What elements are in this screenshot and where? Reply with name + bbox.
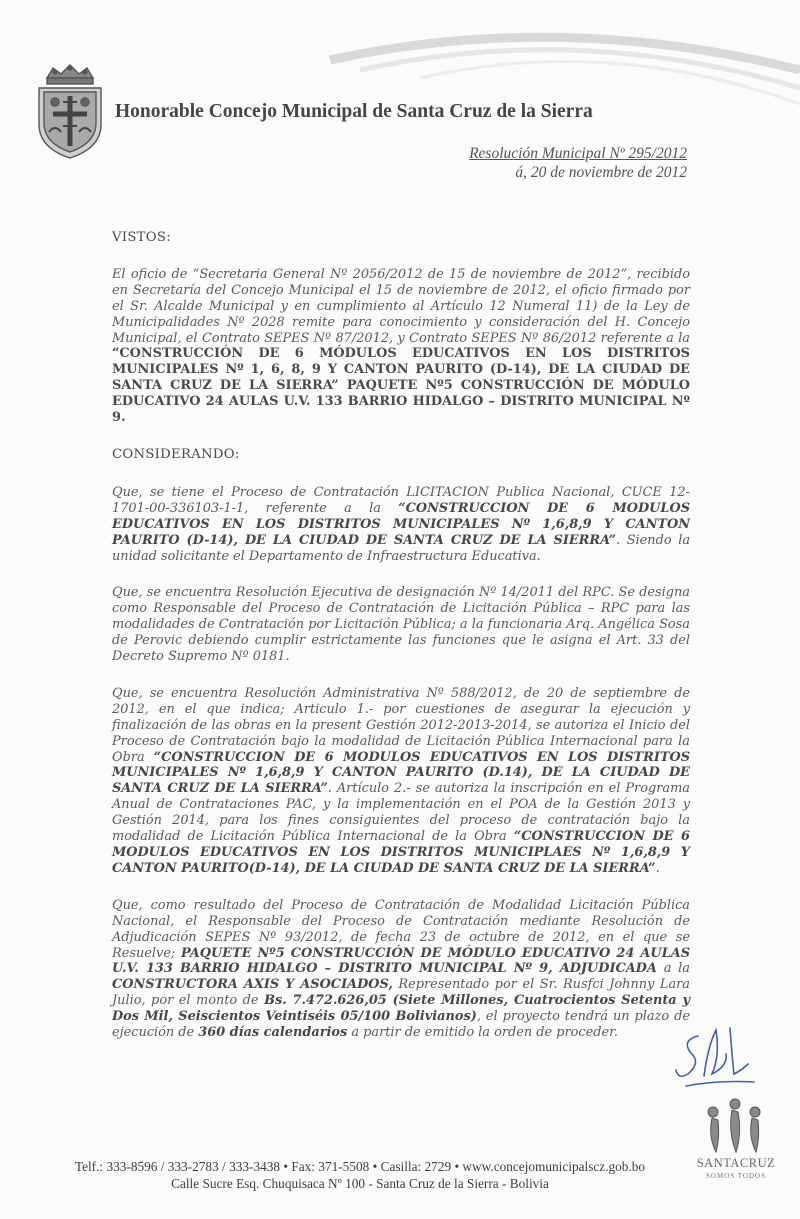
vistos-heading: VISTOS: bbox=[112, 230, 171, 245]
p4-text-f: Bs. 7.472.626,05 (Siete Millones, Cuatrocientos Setenta y Dos Mil, Seiscientos Veintiséis 05/100 Bolivianos) bbox=[112, 993, 690, 1025]
p1-text-a: Que, se tiene el Proceso de Contratación LICITACION Publica Nacional, CUCE 12-1701-00-336103-1-1, referente a la bbox=[112, 484, 690, 516]
document-body bbox=[112, 230, 690, 1041]
p1-text-c: . Siendo la unidad solicitante el Departamento de Infraestructura Educativa. bbox=[112, 532, 691, 564]
considerando-paragraph-4 bbox=[112, 898, 690, 1041]
p4-text-a: Que, como resultado del Proceso de Contratación de Modalidad Licitación Pública Nacional, el Responsable del Proceso de Contratación mediante Resolución de Adjudicación SEPES Nº 93/2012, de fecha 23 de octubre de 2012, en el que se Resuelve; bbox=[112, 897, 690, 961]
logo-tagline: SOMOS TODOS bbox=[706, 1172, 766, 1180]
logo-name: SANTACRUZ bbox=[696, 1156, 776, 1170]
considerando-paragraph-1 bbox=[112, 485, 690, 565]
vistos-paragraph bbox=[112, 267, 690, 426]
p1-text-b: “CONSTRUCCION DE 6 MODULOS EDUCATIVOS EN LOS DISTRITOS MUNICIPALES Nº 1,6,8,9 Y CANTON PAURITO (D-14), DE LA CIUDAD DE SANTA CRUZ DE LA SIERRA” bbox=[112, 500, 690, 548]
p3-text-d: “CONSTRUCCION DE 6 MODULOS EDUCATIVOS EN LOS DISTRITOS MUNICIPLAES Nº 1,6,8,9 Y CANTON PAURITO(D-14), DE LA CIUDAD DE SANTA CRUZ DE LA SIERRA” bbox=[112, 829, 690, 876]
footer-address-line: Calle Sucre Esq. Chuquisaca Nº 100 - Santa Cruz de la Sierra - Bolivia bbox=[171, 1176, 549, 1191]
p4-text-c: a la bbox=[656, 961, 690, 977]
p4-text-i: a partir de emitido la orden de proceder. bbox=[347, 1025, 619, 1041]
p4-text-e: Representado por el Sr. Rusfci Johnny Lara Julio, por el monto de bbox=[112, 977, 690, 1009]
signature-icon bbox=[668, 1016, 768, 1096]
p3-text-a: Que, se encuentra Resolución Administrativa Nº 588/2012, de 20 de septiembre de 2012, en el que indica; Articulo 1.- por cuestiones de asegurar la ejecución y finalización de las obras en la present Gestión 2012-2013-2014, se autoriza el Inicio del Proceso de Contratación bajo la modalidad de Licitación Pública Internacional para la Obra bbox=[112, 685, 690, 765]
p4-text-h: 360 días calendarios bbox=[198, 1025, 348, 1041]
coat-of-arms-icon bbox=[35, 62, 105, 160]
p3-text-e: . bbox=[655, 860, 660, 876]
p4-text-g: , el proyecto tendrá un plazo de ejecución de bbox=[112, 1009, 690, 1041]
vistos-bold-text: “CONSTRUCCIÓN DE 6 MÓDULOS EDUCATIVOS EN LOS DISTRITOS MUNICIPALES Nº 1, 6, 8, 9 Y CANTON PAURITO (D-14), DE LA CIUDAD DE SANTA CRUZ DE LA SIERRA” PAQUETE Nº5 CONSTRUCCIÓN DE MÓDULO EDUCATIVO 24 AULAS U.V. 133 BARRIO HIDALGO – DISTRITO MUNICIPAL Nº 9. bbox=[112, 346, 690, 426]
institution-title: Honorable Concejo Municipal de Santa Cruz de la Sierra bbox=[115, 101, 593, 122]
p3-text-c: . Artículo 2.- se autoriza la inscripción en el Programa Anual de Contrataciones PAC, y la implementación en el POA de la Gestión 2013 y Gestión 2014, para los fines consiguientes del proceso de contratación bajo la modalidad de Licitación Pública Internacional de la Obra bbox=[112, 781, 690, 845]
p4-text-b: PAQUETE Nº5 CONSTRUCCIÓN DE MÓDULO EDUCATIVO 24 AULAS U.V. 133 BARRIO HIDALGO – DISTRITO MUNICIPAL Nº 9, ADJUDICADA bbox=[112, 945, 691, 977]
considerando-heading: CONSIDERANDO: bbox=[112, 446, 240, 462]
resolution-number: Resolución Municipal Nº 295/2012 bbox=[469, 145, 687, 162]
vistos-intro-text: El oficio de “Secretaria General Nº 2056/2012 de 15 de noviembre de 2012”, recibido en Secretaría del Concejo Municipal el 15 de noviembre de 2012, el oficio firmado por el Sr. Alcalde Municipal y en cumplimiento al Artículo 12 Numeral 11) de la Ley de Municipalidades Nº 2028 remite para conocimiento y consideración del H. Concejo Municipal, el Contrato SEPES Nº 87/2012, y Contrato SEPES Nº 86/2012 referente a la bbox=[112, 266, 690, 346]
considerando-paragraph-3 bbox=[112, 686, 690, 877]
p4-text-d: CONSTRUCTORA AXIS Y ASOCIADOS, bbox=[112, 977, 393, 993]
resolution-date: á, 20 de noviembre de 2012 bbox=[515, 164, 687, 181]
considerando-paragraph-2: Que, se encuentra Resolución Ejecutiva de designación Nº 14/2011 del RPC. Se designa como Responsable del Proceso de Contratación de Licitación Pública – RPC para las modalidades de Contratación por Licitación Pública; a la funcionaria Arq. Angélica Sosa de Perovic debiendo cumplir estrictamente las funciones que le asigna el Art. 33 del Decreto Supremo Nº 0181. bbox=[112, 585, 690, 665]
p3-text-b: “CONSTRUCCION DE 6 MODULOS EDUCATIVOS EN LOS DISTRITOS MUNICIPALES Nº 1,6,8,9 Y CANTON PAURITO (D.14), DE LA CIUDAD DE SANTA CRUZ DE LA SIERRA” bbox=[112, 749, 690, 797]
footer-contact-line: Telf.: 333-8596 / 333-2783 / 333-3438 • Fax: 371-5508 • Casilla: 2729 • www.concejomunicipalscz.gob.bo bbox=[74, 1159, 646, 1174]
